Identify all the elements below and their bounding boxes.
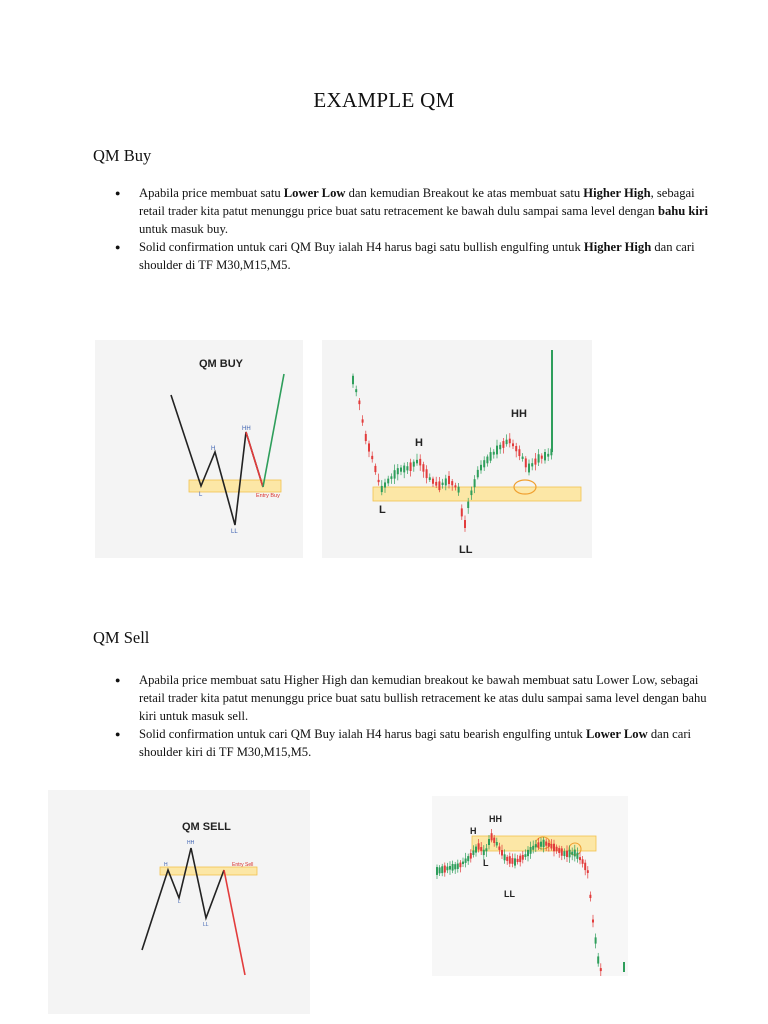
candle-body xyxy=(470,491,472,496)
candle-body xyxy=(515,446,517,451)
text: Apabila price membuat satu xyxy=(139,186,284,200)
candle-body xyxy=(444,866,446,873)
candle-body xyxy=(465,859,467,863)
candle-body xyxy=(374,466,376,472)
candle-body xyxy=(569,850,571,858)
hh-label: HH xyxy=(242,426,251,432)
candle-body xyxy=(537,842,539,847)
candle-body xyxy=(538,454,540,462)
candle-body xyxy=(600,968,602,971)
candle-body xyxy=(545,842,547,846)
candle-body xyxy=(477,470,479,477)
candle-body xyxy=(387,479,389,484)
candle-body xyxy=(532,846,534,850)
text: untuk masuk buy. xyxy=(139,222,229,236)
text: dan cari shoulder di TF M30,M15,M5. xyxy=(139,240,695,272)
candle-body xyxy=(576,853,578,859)
candle-body xyxy=(535,844,537,847)
candle-body xyxy=(509,856,511,863)
candle-body xyxy=(400,468,402,472)
candles xyxy=(436,829,625,976)
candle-body xyxy=(490,452,492,461)
document-title: EXAMPLE QM xyxy=(313,88,455,112)
sell-bullet-1 xyxy=(108,671,708,725)
structure-line xyxy=(142,848,224,950)
candle-body xyxy=(496,446,498,455)
candle-body xyxy=(486,457,488,464)
retrace-line xyxy=(246,432,263,487)
candle-body xyxy=(517,859,519,862)
candle-body xyxy=(544,452,546,460)
text: , sebagai retail trader kita patut menunggu price buat satu retracement ke bawah dulu sampai sama level dengan xyxy=(139,186,695,218)
candle-body xyxy=(518,449,520,456)
candle-body xyxy=(368,443,370,451)
candle-body xyxy=(506,440,508,444)
l-label: L xyxy=(379,504,386,516)
qm-buy-chart xyxy=(322,340,592,558)
section-heading-sell: QM Sell xyxy=(93,628,150,647)
candle-body xyxy=(459,863,461,868)
candle-body xyxy=(547,454,549,457)
text: dan cari shoulder kiri di TF M30,M15,M5. xyxy=(139,727,692,759)
candle-body xyxy=(483,460,485,467)
candle-body xyxy=(436,867,438,875)
candle-body xyxy=(525,458,527,467)
candle-body xyxy=(550,844,552,849)
candle-body xyxy=(475,847,477,853)
candle-body xyxy=(534,459,536,465)
candle-body xyxy=(397,468,399,474)
last-candle xyxy=(623,962,625,972)
candle-body xyxy=(467,502,469,508)
breakdown-line xyxy=(224,870,245,975)
candle-body xyxy=(496,842,498,845)
text: Solid confirmation untuk cari QM Buy ialah H4 harus bagi satu bearish engulfing untuk xyxy=(139,727,586,741)
candle-body xyxy=(384,482,386,487)
bold-text: Lower Low xyxy=(283,186,346,200)
candle-body xyxy=(474,479,476,487)
candle-body xyxy=(422,464,424,471)
sell-bullet-2 xyxy=(108,725,708,761)
text: Apabila price membuat satu Higher High dan kemudian breakout ke bawah membuat satu Lower Low, sebagai retail trader kita patut menunggu price buat satu bullish retracement ke atas dulu sampai sama level dengan bahu kiri untuk masuk sell. xyxy=(139,673,707,723)
candle-body xyxy=(454,864,456,869)
diagram-title: QM SELL xyxy=(182,821,231,833)
candle-body xyxy=(464,520,466,528)
qm-buy-chart-svg xyxy=(322,340,592,558)
h-label: H xyxy=(415,437,423,449)
candle-body xyxy=(558,848,560,853)
candle-body xyxy=(413,462,415,467)
bold-text: bahu kiri xyxy=(657,204,709,218)
candle-body xyxy=(504,854,506,860)
hh-label: HH xyxy=(187,840,195,846)
candle-body xyxy=(365,434,367,441)
qm-sell-chart xyxy=(432,796,628,976)
candle-body xyxy=(540,842,542,847)
breakout-line xyxy=(263,374,284,487)
candle-body xyxy=(355,389,357,392)
candle-body xyxy=(390,476,392,479)
candle-body xyxy=(502,441,504,448)
l-label: L xyxy=(199,492,203,498)
candle-body xyxy=(512,443,514,446)
candle-body xyxy=(462,862,464,864)
candle-body xyxy=(582,859,584,863)
candle-body xyxy=(541,456,543,459)
candle-body xyxy=(584,863,586,870)
candle-body xyxy=(506,857,508,861)
candle-body xyxy=(406,466,408,470)
section-heading-buy: QM Buy xyxy=(93,146,152,165)
candle-body xyxy=(519,856,521,862)
candle-body xyxy=(457,864,459,869)
candle-body xyxy=(571,852,573,855)
bold-text: Lower Low xyxy=(586,727,648,741)
candle-body xyxy=(595,937,597,943)
buy-bullet-2 xyxy=(108,238,708,274)
candle-body xyxy=(381,486,383,492)
candle-body xyxy=(543,840,545,847)
text: dan kemudian Breakout ke atas membuat satu xyxy=(345,186,584,200)
candle-body xyxy=(445,478,447,485)
candle-body xyxy=(472,850,474,855)
text: Solid confirmation untuk cari QM Buy ialah H4 harus bagi satu bullish engulfing untuk xyxy=(139,240,584,254)
candle-body xyxy=(448,476,450,484)
candle-body xyxy=(352,376,354,384)
qm-sell-diagram xyxy=(48,790,310,1014)
diagram-title: QM BUY xyxy=(199,358,243,370)
candle-body xyxy=(574,850,576,857)
candle-body xyxy=(461,508,463,516)
sell-bullet-list xyxy=(108,671,708,761)
candle-body xyxy=(522,855,524,860)
l-label: L xyxy=(178,899,181,905)
candle-body xyxy=(432,479,434,484)
candle-body xyxy=(470,853,472,859)
candle-body xyxy=(530,847,532,854)
candle-body xyxy=(556,847,558,851)
candle-body xyxy=(438,481,440,490)
breakout-candle xyxy=(551,350,553,452)
qm-sell-diagram-svg xyxy=(48,790,310,1014)
candle-body xyxy=(527,850,529,856)
ll-label: LL xyxy=(504,889,515,899)
candle-body xyxy=(592,920,594,923)
entry-label: Entry Buy xyxy=(256,493,280,499)
candle-body xyxy=(548,843,550,847)
candle-body xyxy=(522,457,524,459)
candle-body xyxy=(454,485,456,487)
candle-body xyxy=(553,844,555,852)
candle-body xyxy=(597,956,599,963)
candle-body xyxy=(441,866,443,873)
candle-body xyxy=(480,847,482,851)
shoulder-zone xyxy=(160,867,257,875)
candle-body xyxy=(452,864,454,871)
candle-body xyxy=(488,839,490,845)
candle-body xyxy=(458,487,460,493)
candle-body xyxy=(587,870,589,873)
candle-body xyxy=(501,850,503,856)
entry-label: Entry Sell xyxy=(232,862,254,868)
hh-label: HH xyxy=(489,814,502,824)
h-label: H xyxy=(211,446,216,452)
candle-body xyxy=(531,463,533,466)
candle-body xyxy=(371,456,373,459)
bold-text: Higher High xyxy=(583,186,651,200)
candle-body xyxy=(528,464,530,473)
candle-body xyxy=(378,480,380,482)
candle-body xyxy=(478,843,480,849)
candle-body xyxy=(511,858,513,864)
hh-label: HH xyxy=(511,408,527,420)
candle-body xyxy=(491,833,493,840)
candle-body xyxy=(509,439,511,444)
candle-body xyxy=(419,459,421,466)
candle-body xyxy=(561,848,563,855)
ll-label: LL xyxy=(459,544,473,556)
l-label: L xyxy=(483,858,489,868)
candle-body xyxy=(579,857,581,860)
qm-buy-diagram-svg xyxy=(95,340,303,558)
candle-body xyxy=(514,858,516,865)
buy-bullet-1 xyxy=(108,184,708,238)
candle-body xyxy=(435,482,437,486)
candle-body xyxy=(410,462,412,471)
candle-body xyxy=(493,838,495,843)
buy-bullet-list xyxy=(108,184,708,274)
h-label: H xyxy=(470,826,477,836)
h-label: H xyxy=(164,862,168,868)
candle-body xyxy=(498,847,500,850)
candle-body xyxy=(362,419,364,422)
structure-line xyxy=(171,395,263,525)
candle-body xyxy=(439,867,441,873)
candle-body xyxy=(416,460,418,464)
shoulder-zone xyxy=(373,487,581,501)
ll-label: LL xyxy=(231,529,238,535)
candle-body xyxy=(426,469,428,478)
candle-body xyxy=(483,850,485,855)
candle-body xyxy=(442,483,444,485)
bold-text: Higher High xyxy=(583,240,652,254)
ll-label: LL xyxy=(203,922,209,928)
candle-body xyxy=(451,481,453,485)
qm-sell-chart-svg xyxy=(432,796,628,976)
candle-body xyxy=(485,848,487,851)
candle-body xyxy=(467,856,469,861)
qm-buy-diagram xyxy=(95,340,303,558)
candle-body xyxy=(446,867,448,871)
candle-body xyxy=(493,452,495,455)
candle-body xyxy=(394,470,396,478)
candle-body xyxy=(589,895,591,898)
candle-body xyxy=(403,466,405,473)
candle-body xyxy=(449,866,451,870)
candle-body xyxy=(429,477,431,480)
candle-body xyxy=(524,854,526,857)
candle-body xyxy=(499,445,501,449)
candle-body xyxy=(480,465,482,471)
candle-body xyxy=(563,851,565,856)
candle-body xyxy=(358,401,360,405)
candle-body xyxy=(566,851,568,857)
